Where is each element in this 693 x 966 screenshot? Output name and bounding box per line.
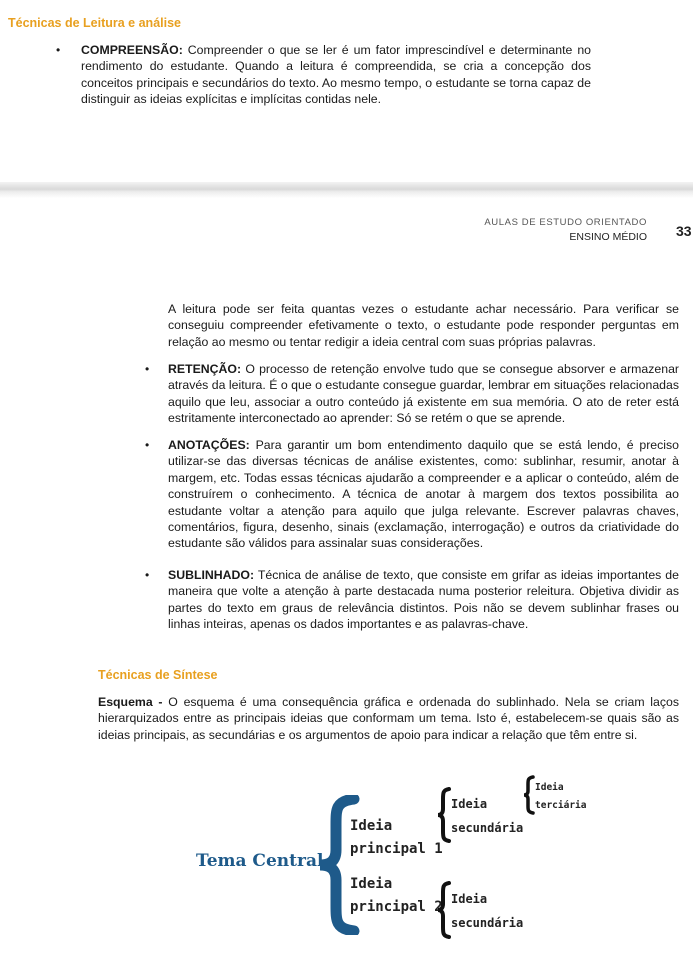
bullet-retencao	[168, 361, 679, 427]
scheme-diagram	[0, 760, 693, 960]
secondary-2-line1: Ideia	[451, 892, 488, 906]
header-level: ENSINO MÉDIO	[569, 231, 647, 243]
bullet-dot: •	[145, 438, 150, 452]
secondary-1	[451, 792, 523, 840]
page-divider	[0, 182, 693, 198]
principal-2-line1: Ideia	[350, 876, 393, 892]
bullet-term: ANOTAÇÕES:	[168, 438, 250, 452]
bullet-dot: •	[145, 568, 150, 582]
secondary-brace-2	[436, 881, 452, 939]
section-title-sintese: Técnicas de Síntese	[98, 668, 218, 682]
tertiary-brace	[522, 775, 536, 815]
bullet-term: COMPREENSÃO:	[81, 43, 183, 57]
esquema-paragraph	[98, 694, 679, 743]
secondary-1-line2: secundária	[451, 821, 524, 835]
header-course-title: AULAS DE ESTUDO ORIENTADO	[484, 217, 647, 228]
bullet-text: O processo de retenção envolve tudo que se consegue absorver e armazenar através da leitura. É o que o estudante consegue guardar, lembrar em situações relacionadas aquilo que leu, associar a outro conteúdo já existente em sua memória. O ato de reter está estritamente interconectado ao aprender: Só se retém o que se aprende.	[168, 362, 680, 426]
secondary-2	[451, 887, 523, 935]
principal-2-line2: principal 2	[350, 899, 443, 915]
bullet-text: Técnica de análise de texto, que consiste em grifar as ideias importantes de maneira que volte a atenção à parte destacada numa posterior releitura. Objetiva dividir as partes do texto em graus de relevância distintos. Pois não se devem sublinhar frases ou linhas inteiras, apenas os dados importantes e as palavras-chave.	[168, 568, 679, 632]
bullet-sublinhado	[168, 567, 679, 633]
principal-1	[350, 815, 443, 861]
principal-1-line2: principal 1	[350, 841, 443, 857]
bullet-text: Compreender o que se ler é um fator imprescindível e determinante no rendimento do estudante. Quando a leitura é compreendida, se cria a concepção dos conceitos principais e secundários do texto. Ao mesmo tempo, o estudante se torna capaz de distinguir as ideias explícitas e implícitas contidas nele.	[81, 43, 591, 107]
esquema-term: Esquema -	[98, 695, 163, 709]
bullet-dot: •	[145, 362, 150, 376]
bullet-anotacoes	[168, 437, 679, 552]
bullet-compreensao	[81, 42, 591, 108]
tertiary-line2: terciária	[535, 800, 587, 811]
section-title-leitura: Técnicas de Leitura e análise	[8, 16, 181, 30]
tertiary-line1: Ideia	[535, 782, 564, 793]
esquema-text: O esquema é uma consequência gráfica e ordenada do sublinhado. Nela se criam laços hierarquizados entre as principais ideias que conformam um tema. Isto é, estabelecem-se quais são as ideias principais, as secundárias e os argumentos de apoio para indicar a relação que têm entre si.	[98, 695, 680, 742]
page-number: 33	[676, 223, 692, 239]
tema-central-label: Tema Central	[196, 851, 324, 871]
tertiary	[535, 779, 586, 815]
principal-1-line1: Ideia	[350, 818, 393, 834]
secondary-2-line2: secundária	[451, 916, 524, 930]
bullet-text: Para garantir um bom entendimento daquilo que se está lendo, é preciso utilizar-se das diversas técnicas de análise existentes, como: sublinhar, resumir, anotar à margem, etc. Todas essas técnicas ajudarão a compreender e a aplicar o conteúdo, além de construírem o conhecimento. A técnica de anotar à margem dos textos possibilita ao estudante voltar a atenção para aquilo que julga relevante. Escrever palavras chaves, comentários, figura, desenho, sinais (exclamação, interrogação) e outros da criatividade do estudante são válidos para assinalar suas considerações.	[168, 438, 679, 551]
secondary-1-line1: Ideia	[451, 797, 488, 811]
principal-2	[350, 873, 443, 919]
bullet-term: SUBLINHADO:	[168, 568, 255, 582]
intro-paragraph: A leitura pode ser feita quantas vezes o estudante achar necessário. Para verificar se conseguiu compreender efetivamente o texto, o estudante pode responder perguntas em relação ao mesmo ou tentar redigir a ideia central com suas próprias palavras.	[168, 302, 679, 349]
secondary-brace-1	[436, 787, 452, 843]
bullet-dot: •	[56, 43, 61, 57]
bullet-term: RETENÇÃO:	[168, 362, 242, 376]
